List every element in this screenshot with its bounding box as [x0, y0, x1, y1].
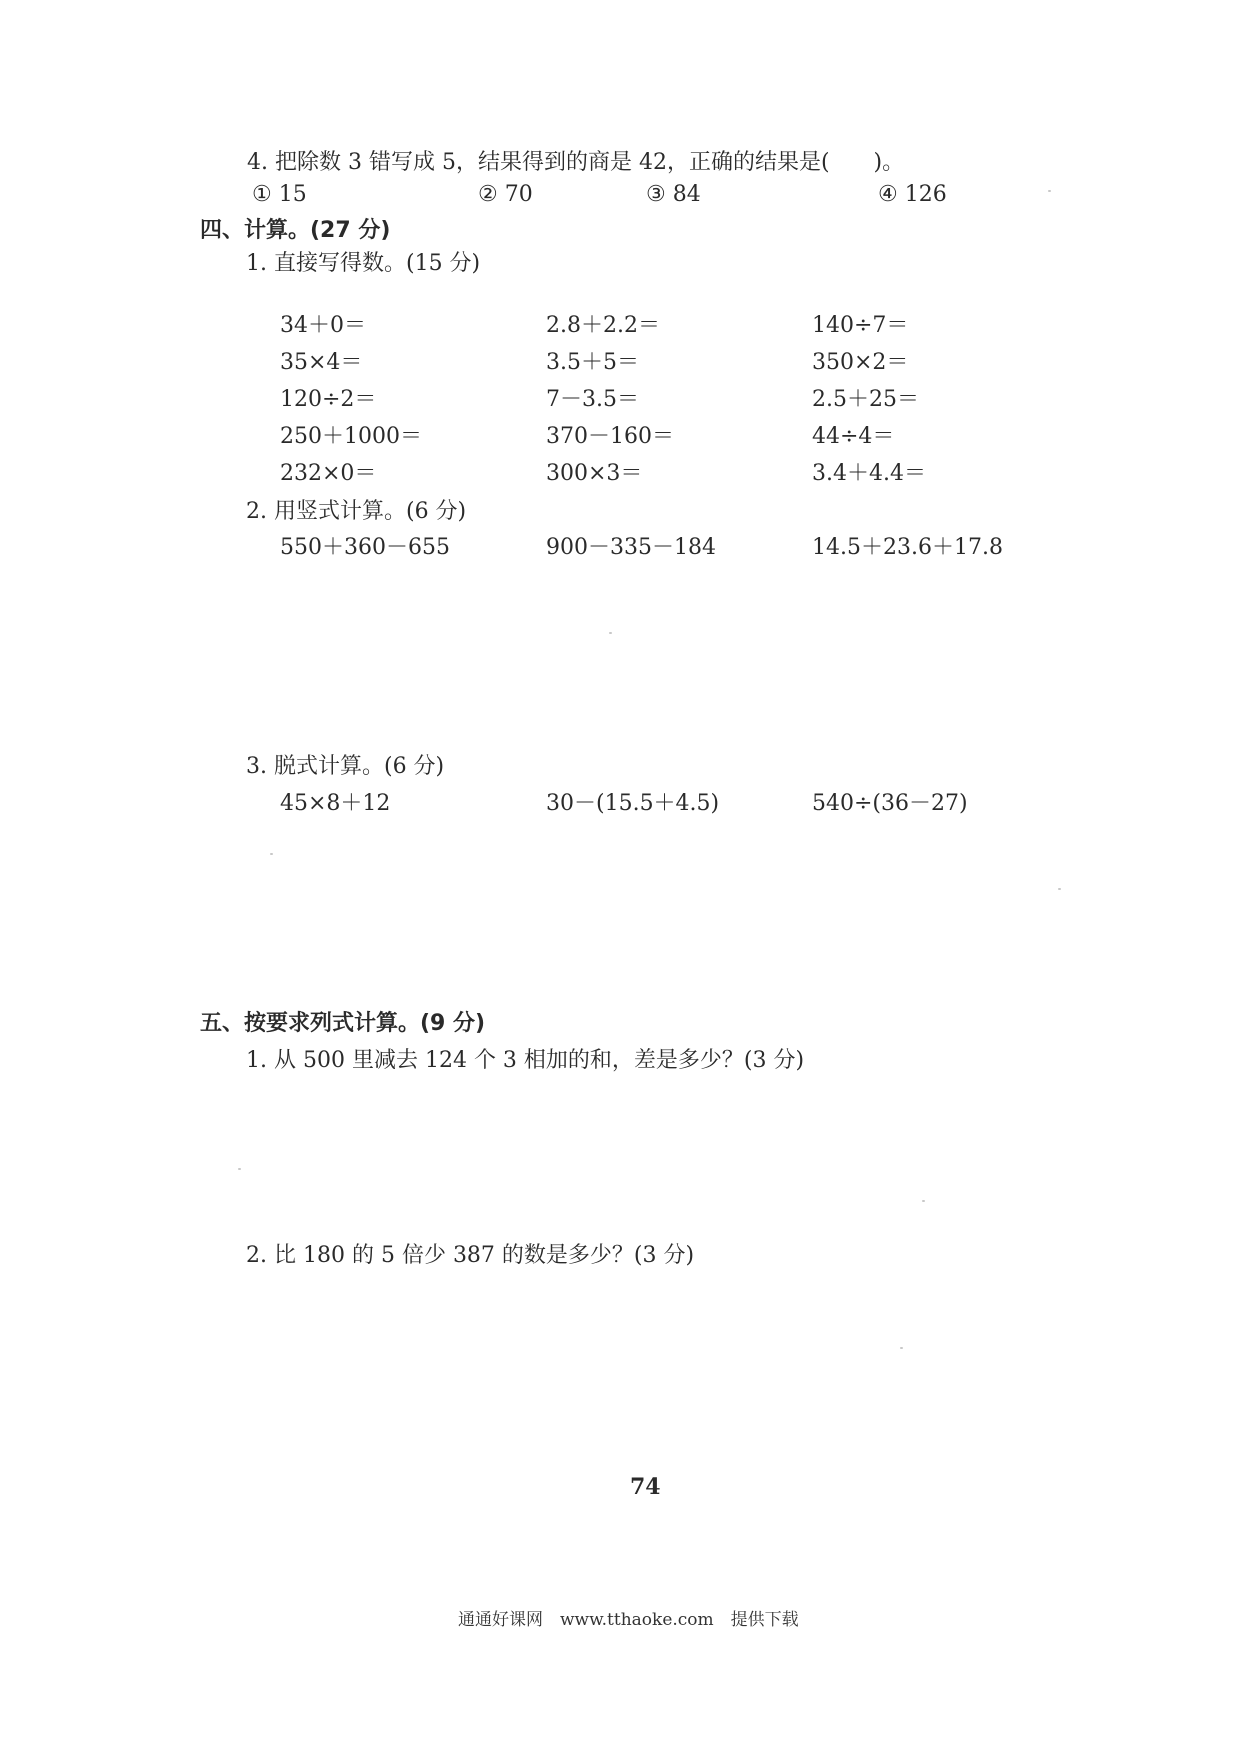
scan-speck — [238, 1168, 241, 1170]
oral-calc-item: 250＋1000＝ — [280, 424, 422, 449]
scan-speck — [270, 853, 273, 855]
step-calc-item: 45×8＋12 — [280, 791, 391, 816]
word-problem-2: 2. 比 180 的 5 倍少 387 的数是多少？(3 分) — [246, 1243, 695, 1268]
oral-calc-item: 140÷7＝ — [812, 313, 909, 338]
oral-calc-item: 3.5＋5＝ — [546, 350, 639, 375]
section-4-heading: 四、计算。(27 分) — [200, 218, 391, 243]
scan-speck — [1048, 190, 1051, 192]
part-3-title: 3. 脱式计算。(6 分) — [246, 754, 445, 779]
word-problem-1: 1. 从 500 里减去 124 个 3 相加的和，差是多少？(3 分) — [246, 1048, 805, 1073]
step-calc-item: 540÷(36－27) — [812, 791, 968, 816]
scan-speck — [1058, 888, 1061, 890]
oral-calc-item: 232×0＝ — [280, 461, 377, 486]
oral-calc-item: 34＋0＝ — [280, 313, 366, 338]
option-2: ② 70 — [478, 182, 533, 207]
oral-calc-item: 350×2＝ — [812, 350, 909, 375]
scan-speck — [922, 1200, 925, 1202]
oral-calc-item: 120÷2＝ — [280, 387, 377, 412]
scan-speck — [609, 632, 612, 634]
option-1: ① 15 — [252, 182, 307, 207]
step-calc-item: 30－(15.5＋4.5) — [546, 791, 720, 816]
oral-calc-item: 3.4＋4.4＝ — [812, 461, 926, 486]
oral-calc-item: 7－3.5＝ — [546, 387, 639, 412]
part-1-title: 1. 直接写得数。(15 分) — [246, 251, 481, 276]
scan-speck — [900, 1347, 903, 1349]
download-footer: 通通好课网 www.tthaoke.com 提供下载 — [458, 1610, 799, 1630]
oral-calc-item: 2.5＋25＝ — [812, 387, 919, 412]
option-3: ③ 84 — [646, 182, 701, 207]
oral-calc-item: 35×4＝ — [280, 350, 363, 375]
part-2-title: 2. 用竖式计算。(6 分) — [246, 499, 467, 524]
question-3-4: 4. 把除数 3 错写成 5，结果得到的商是 42，正确的结果是( )。 — [247, 150, 905, 175]
oral-calc-item: 2.8＋2.2＝ — [546, 313, 660, 338]
oral-calc-item: 370－160＝ — [546, 424, 674, 449]
vertical-calc-item: 900－335－184 — [546, 535, 716, 560]
page-number: 74 — [630, 1474, 661, 1500]
vertical-calc-item: 14.5＋23.6＋17.8 — [812, 535, 1003, 560]
section-5-heading: 五、按要求列式计算。(9 分) — [200, 1011, 486, 1036]
vertical-calc-item: 550＋360－655 — [280, 535, 450, 560]
oral-calc-item: 44÷4＝ — [812, 424, 895, 449]
option-4: ④ 126 — [878, 182, 947, 207]
oral-calc-item: 300×3＝ — [546, 461, 643, 486]
